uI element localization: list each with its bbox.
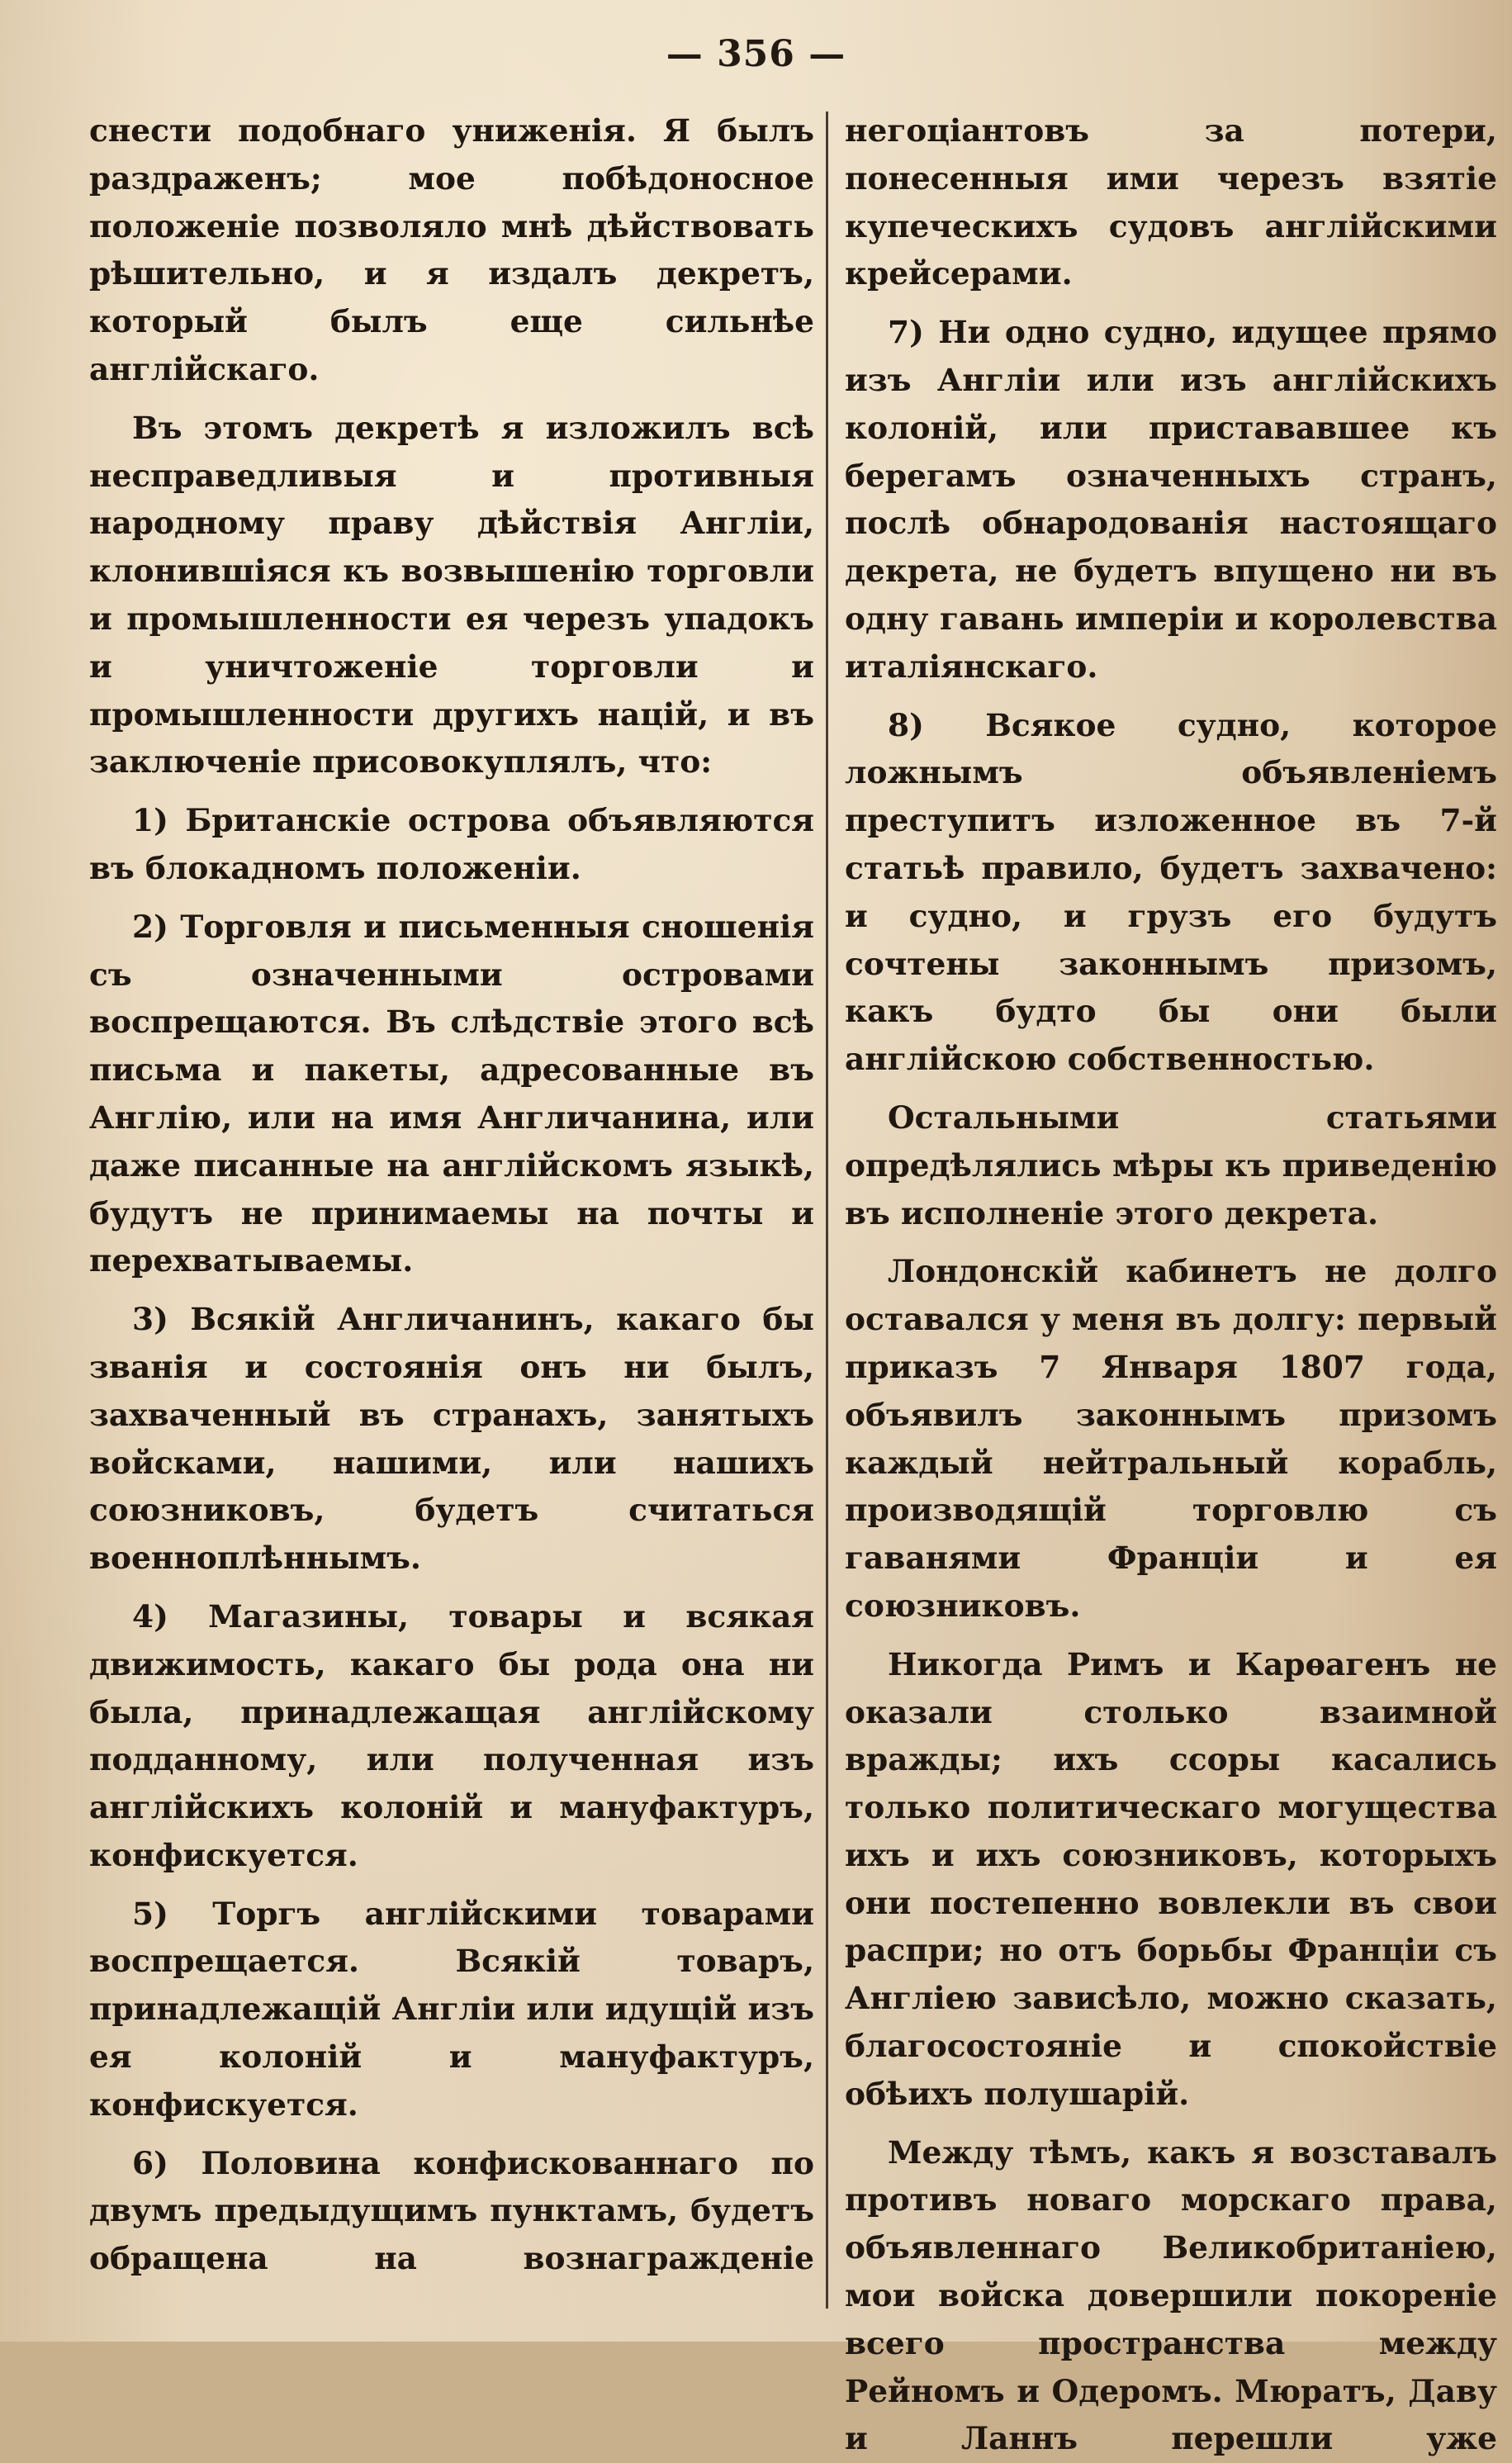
paragraph: Между тѣмъ, какъ я возставалъ противъ новаго морскаго права, объявленнаго Великобританіею, мои войска довершили покореніе всего пространства между Рейномъ и Одеромъ. Мюратъ, Даву и Ланнъ перешли уже (845, 2133, 1497, 2457)
paragraph: 1) Британскіе острова объявляются въ блокадномъ положеніи. (89, 802, 814, 886)
paragraph: Никогда Римъ и Карѳагенъ не оказали столько взаимной вражды; ихъ ссоры касались только политическаго могущества ихъ и ихъ союзниковъ, которыхъ они постепенно вовлекли въ свои распри; но отъ борьбы Франціи съ Англіею зависѣло, можно сказать, благосостояніе и спокойствіе обѣихъ полушарій. (845, 1645, 1497, 2112)
paragraph: снести подобнаго униженія. Я былъ раздраженъ; мое побѣдоносное положеніе позволяло мнѣ дѣйствовать рѣшительно, и я издалъ декретъ, который былъ еще сильнѣе англійскаго. (89, 112, 814, 387)
paragraph: Лондонскій кабинетъ не долго оставался у меня въ долгу: первый приказъ 7 Января 1807 года, объявилъ законнымъ призомъ каждый нейтральный корабль, производящій торговлю съ гаванями Франціи и ея союзниковъ. (845, 1253, 1497, 1624)
paragraph: 3) Всякій Англичанинъ, какаго бы званія и состоянія онъ ни былъ, захваченный въ странахъ, занятыхъ войсками, нашими, или нашихъ союзниковъ, будетъ считаться военноплѣннымъ. (89, 1301, 814, 1577)
paragraph: 8) Всякое судно, которое ложнымъ объявленіемъ преступитъ изложенное въ 7-й статьѣ правило, будетъ захвачено: и судно, и грузъ его будутъ сочтены законнымъ призомъ, какъ будто бы они были англійскою собственностью. (845, 706, 1497, 1078)
paragraph: негоціантовъ за потери, понесенныя ими черезъ взятіе купеческихъ судовъ англійскими крейсерами. (845, 112, 1497, 292)
left-column (89, 107, 814, 2321)
paragraph: Остальными статьями опредѣлялись мѣры къ приведенію въ исполненіе этого декрета. (845, 1099, 1497, 1232)
paragraph: 7) Ни одно судно, идущее прямо изъ Англіи или изъ англійскихъ колоній, или пристававшее къ берегамъ означенныхъ странъ, послѣ обнародованія настоящаго декрета, не будетъ впущено ни въ одну гавань имперіи и королевства италіянскаго. (845, 314, 1497, 685)
paragraph: 2) Торговля и письменныя сношенія съ означенными островами воспрещаются. Въ слѣдствіе этого всѣ письма и пакеты, адресованные въ Англію, или на имя Англичанина, или даже писанные на англійскомъ языкѣ, будутъ не принимаемы на почты и перехватываемы. (89, 908, 814, 1279)
paragraph: 4) Магазины, товары и всякая движимость, какаго бы рода она ни была, принадлежащая англійскому подданному, или полученная изъ англійскихъ колоній и мануфактуръ, конфискуется. (89, 1597, 814, 1873)
page-number: — 356 — (666, 33, 846, 75)
paragraph: 5) Торгъ англійскими товарами воспрещается. Всякій товаръ, принадлежащій Англіи или идущій изъ ея колоній и мануфактуръ, конфискуется. (89, 1895, 814, 2123)
paragraph: 6) Половина конфискованнаго по двумъ предыдущимъ пунктамъ, будетъ обращена на вознагражденіе (89, 2144, 814, 2277)
paragraph: Въ этомъ декретѣ я изложилъ всѣ несправедливыя и противныя народному праву дѣйствія Англіи, клонившіяся къ возвышенію торговли и промышленности ея черезъ упадокъ и уничтоженіе торговли и промышленности другихъ націй, и въ заключеніе присовокуплялъ, что: (89, 409, 814, 781)
column-divider (826, 112, 828, 2309)
right-column (845, 107, 1497, 2457)
